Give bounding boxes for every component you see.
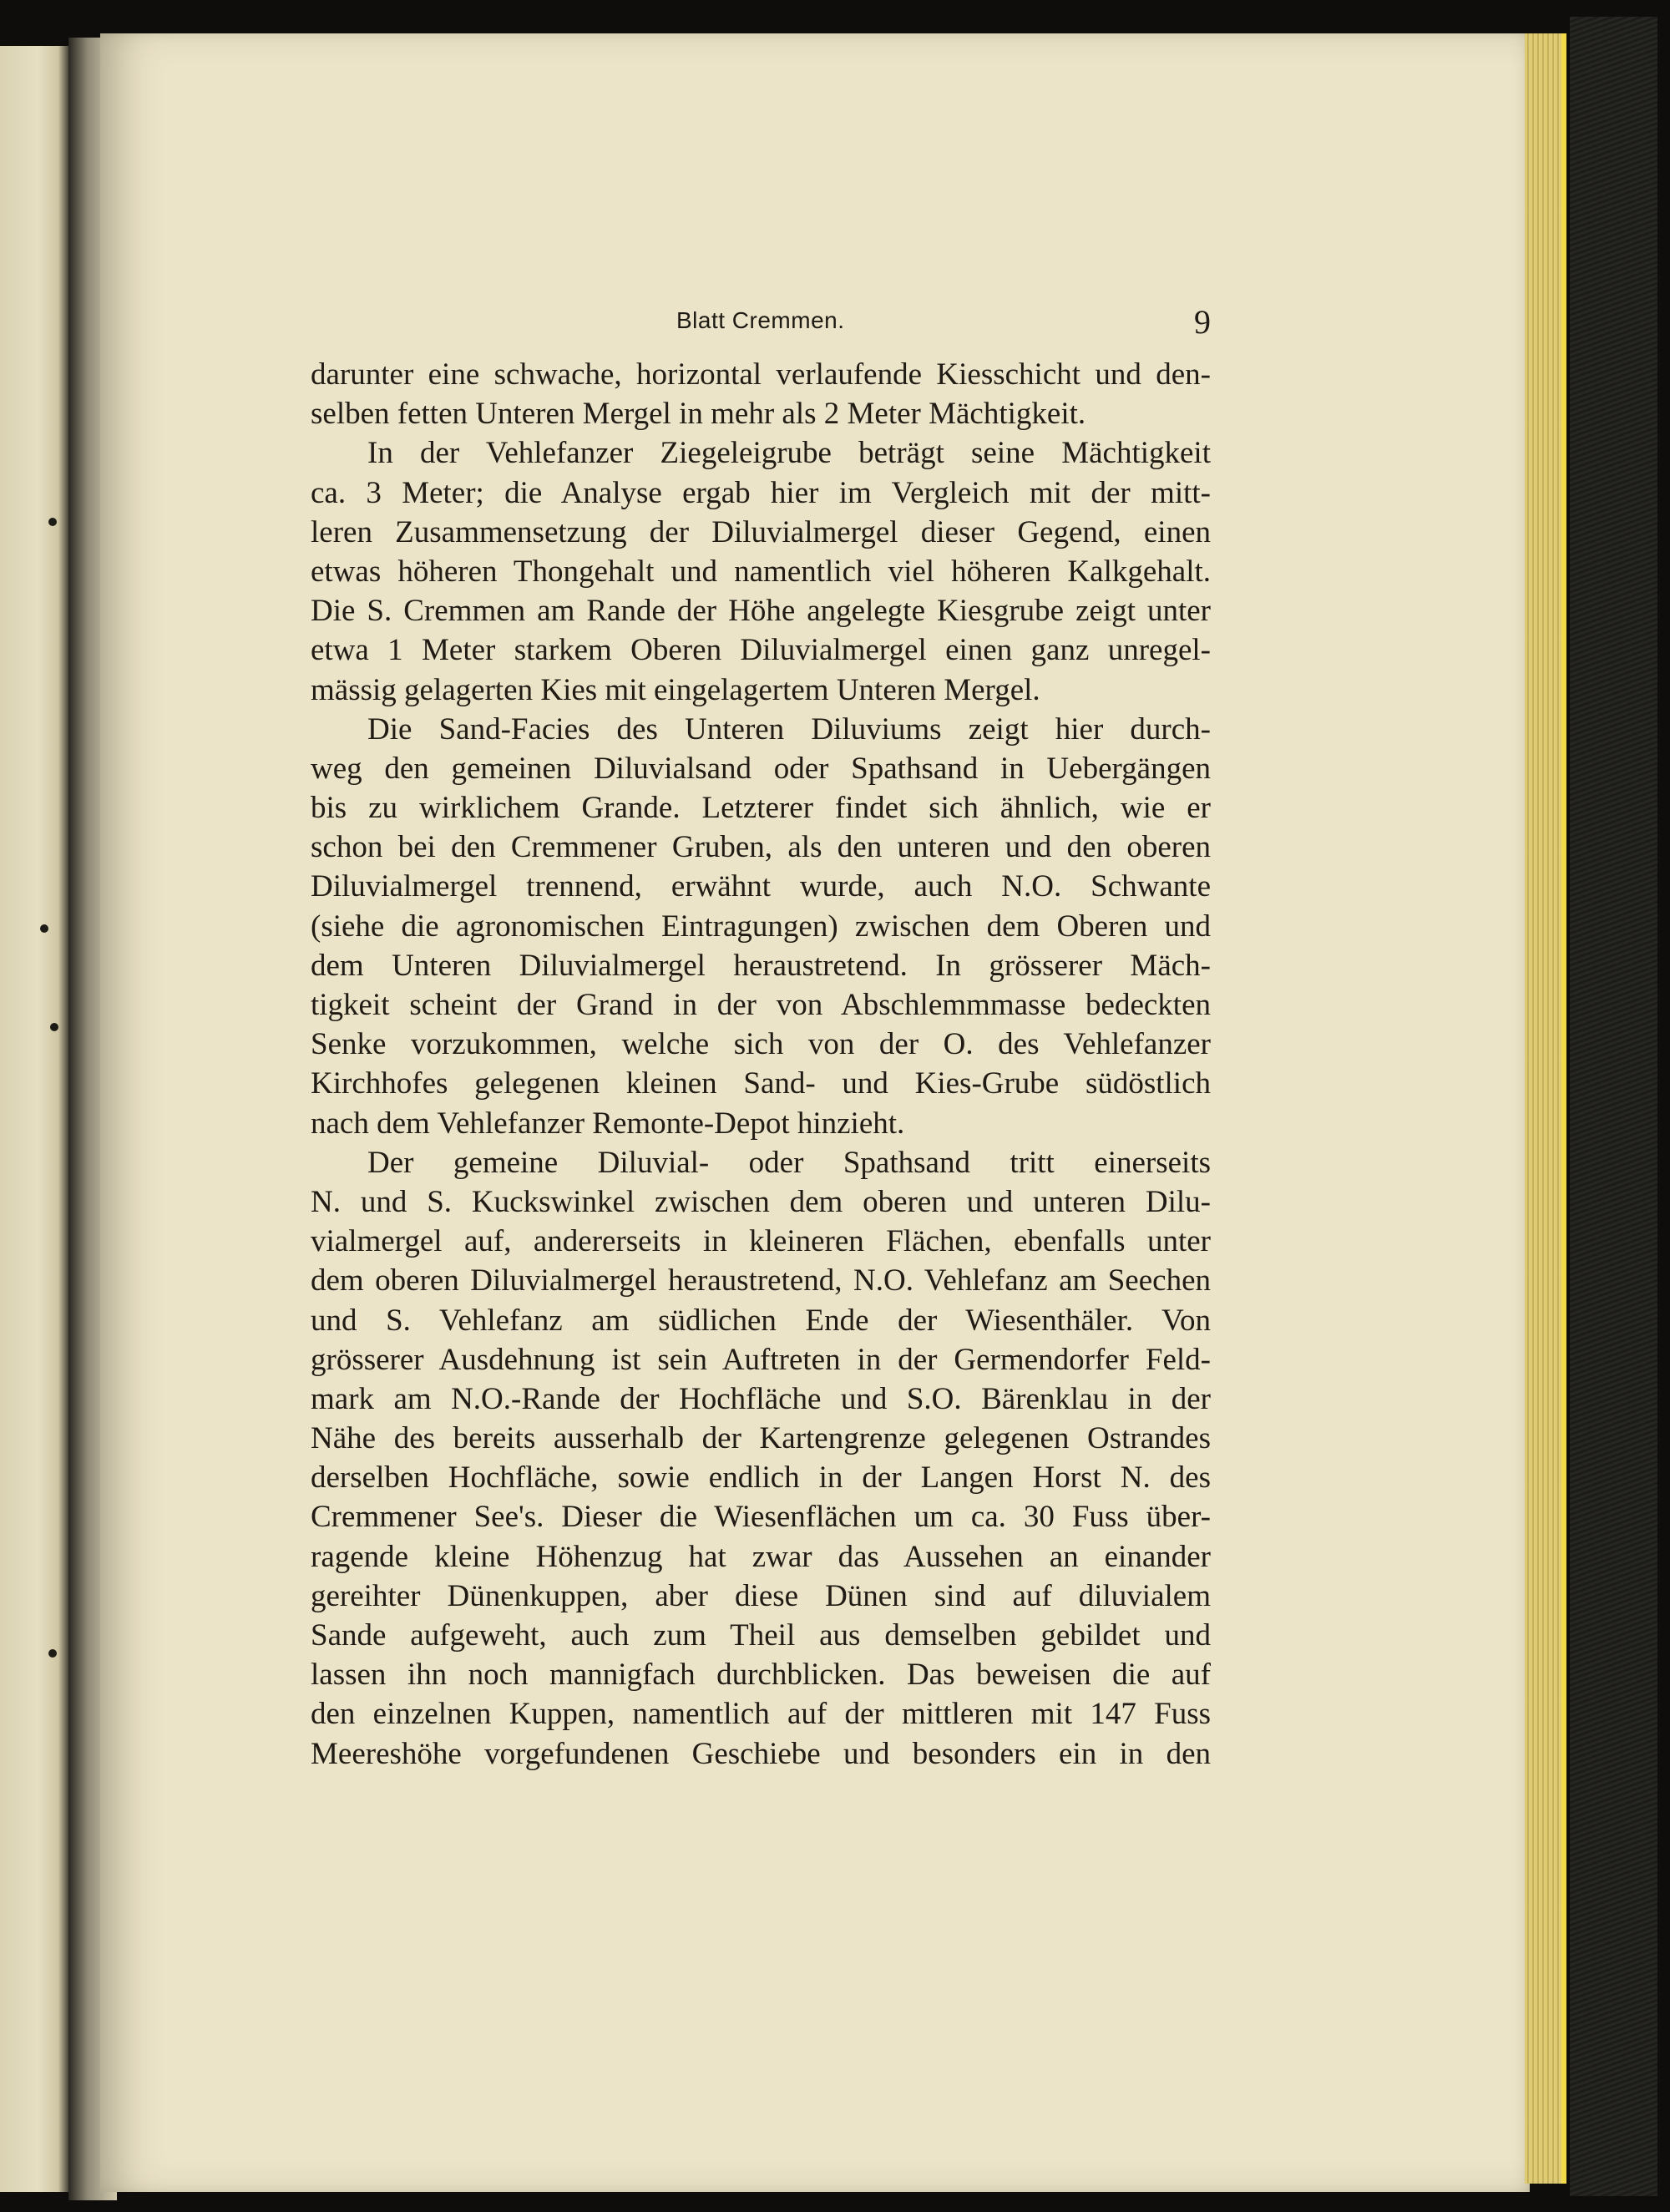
page-number: 9 [1194, 303, 1211, 341]
body-text [311, 355, 1211, 1774]
text-line: Die Sand-Facies des Unteren Diluviums zeigt hier durch- [367, 711, 1211, 747]
text-line: Senke vorzukommen, welche sich von der O. des Vehlefanzer [311, 1027, 1211, 1062]
left-page-mark [48, 1649, 57, 1658]
text-line: selben fetten Unteren Mergel in mehr als 2 Meter Mächtigkeit. [311, 397, 1086, 432]
book-cover-edge [1570, 17, 1657, 2196]
text-line: Diluvialmergel trennend, erwähnt wurde, auch N.O. Schwante [311, 869, 1211, 904]
text-line: nach dem Vehlefanzer Remonte-Depot hinzieht. [311, 1106, 905, 1141]
text-line: Cremmener See's. Dieser die Wiesenflächen um ca. 30 Fuss über- [311, 1500, 1211, 1535]
text-line: N. und S. Kuckswinkel zwischen dem oberen und unteren Dilu- [311, 1184, 1211, 1219]
text-line: etwas höheren Thongehalt und namentlich viel höheren Kalkgehalt. [311, 554, 1211, 589]
text-line: Kirchhofes gelegenen kleinen Sand- und Kies-Grube südöstlich [311, 1066, 1211, 1101]
text-line: bis zu wirklichem Grande. Letzterer findet sich ähnlich, wie er [311, 791, 1211, 826]
text-line: weg den gemeinen Diluvialsand oder Spathsand in Uebergängen [311, 751, 1211, 786]
text-line: (siehe die agronomischen Eintragungen) zwischen dem Oberen und [311, 909, 1211, 944]
text-line: Sande aufgeweht, auch zum Theil aus demselben gebildet und [311, 1618, 1211, 1653]
text-line: dem oberen Diluvialmergel heraustretend, N.O. Vehlefanz am Seechen [311, 1263, 1211, 1298]
text-line: Der gemeine Diluvial- oder Spathsand tritt einerseits [367, 1145, 1211, 1180]
left-page-edge [0, 46, 68, 2192]
text-line: und S. Vehlefanz am südlichen Ende der Wiesenthäler. Von [311, 1303, 1211, 1338]
text-line: gereihter Dünenkuppen, aber diese Dünen sind auf diluvialem [311, 1578, 1211, 1613]
text-line: vialmergel auf, andererseits in kleineren Flächen, ebenfalls unter [311, 1224, 1211, 1259]
left-page-mark [40, 924, 48, 933]
text-line: In der Vehlefanzer Ziegeleigrube beträgt seine Mächtigkeit [367, 436, 1211, 471]
text-line: schon bei den Cremmener Gruben, als den unteren und den oberen [311, 830, 1211, 865]
text-line: leren Zusammensetzung der Diluvialmergel dieser Gegend, einen [311, 514, 1211, 549]
text-line: tigkeit scheint der Grand in der von Abschlemmmasse bedeckten [311, 988, 1211, 1022]
text-line: den einzelnen Kuppen, namentlich auf der mittleren mit 147 Fuss [311, 1697, 1211, 1732]
text-line: mark am N.O.-Rande der Hochfläche und S.O. Bärenklau in der [311, 1381, 1211, 1416]
text-line: Die S. Cremmen am Rande der Höhe angelegte Kiesgrube zeigt unter [311, 594, 1211, 629]
left-page-mark [50, 1023, 58, 1031]
text-line: lassen ihn noch mannigfach durchblicken. Das beweisen die auf [311, 1658, 1211, 1693]
text-line: grösserer Ausdehnung ist sein Auftreten in der Germendorfer Feld- [311, 1342, 1211, 1377]
text-line: dem Unteren Diluvialmergel heraustretend. In grösserer Mäch- [311, 948, 1211, 983]
text-line: mässig gelagerten Kies mit eingelagertem Unteren Mergel. [311, 672, 1040, 707]
gilded-page-edges [1525, 33, 1561, 2184]
running-title: Blatt Cremmen. [676, 307, 845, 333]
text-line: darunter eine schwache, horizontal verlaufende Kiesschicht und den- [311, 357, 1211, 392]
text-line: etwa 1 Meter starkem Oberen Diluvialmergel einen ganz unregel- [311, 633, 1211, 668]
left-page-mark [48, 518, 57, 526]
text-line: Nähe des bereits ausserhalb der Kartengrenze gelegenen Ostrandes [311, 1421, 1211, 1456]
text-line: ragende kleine Höhenzug hat zwar das Aussehen an einander [311, 1539, 1211, 1574]
text-line: Meereshöhe vorgefundenen Geschiebe und besonders ein in den [311, 1736, 1211, 1771]
text-line: ca. 3 Meter; die Analyse ergab hier im Vergleich mit der mitt- [311, 475, 1211, 510]
text-line: derselben Hochfläche, sowie endlich in der Langen Horst N. des [311, 1460, 1211, 1496]
